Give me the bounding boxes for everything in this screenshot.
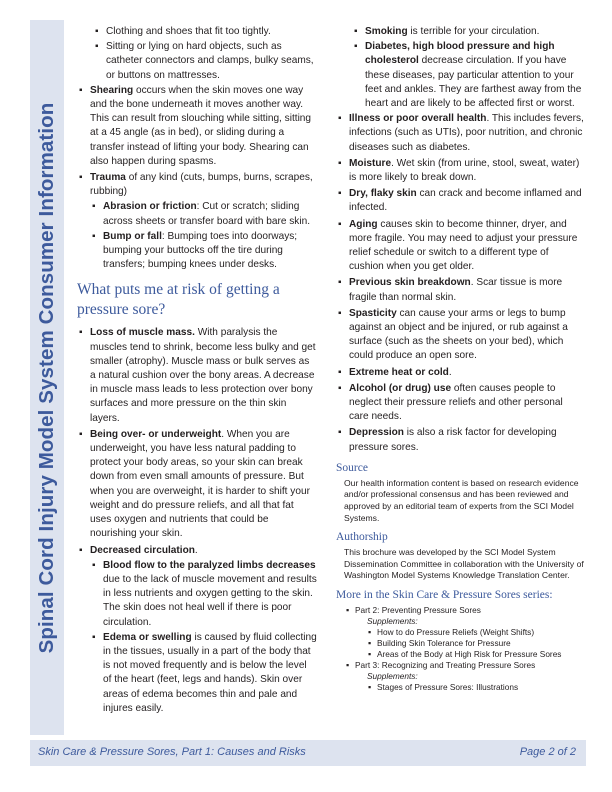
term: Extreme heat or cold bbox=[349, 366, 449, 378]
list-item: ▪ Areas of the Body at High Risk for Pressure Sores bbox=[367, 649, 584, 660]
term: Bump or fall bbox=[103, 230, 162, 242]
footer-title: Skin Care & Pressure Sores, Part 1: Causes and Risks bbox=[38, 746, 306, 758]
trauma-sublist bbox=[90, 200, 317, 272]
part-title: Part 3: Recognizing and Treating Pressure Sores bbox=[355, 660, 536, 671]
series-part-3 bbox=[344, 660, 584, 693]
list-item bbox=[336, 276, 584, 304]
term: Illness or poor overall health bbox=[349, 113, 487, 125]
term: Aging bbox=[349, 218, 378, 230]
list-item bbox=[336, 307, 584, 364]
list-item bbox=[336, 157, 584, 185]
term: Depression bbox=[349, 427, 404, 439]
desc: : Cut or scratch; sliding across sheets or transfer board with bare skin. bbox=[103, 201, 311, 227]
risk-list bbox=[77, 326, 317, 715]
list-item bbox=[77, 428, 317, 542]
desc: . Scar tissue is more fragile than normal skin. bbox=[349, 277, 563, 303]
circulation-sublist bbox=[90, 559, 317, 716]
continued-list bbox=[77, 25, 317, 83]
list-item bbox=[336, 366, 584, 380]
risk-heading: What puts me at risk of getting a pressure sore? bbox=[77, 281, 280, 319]
desc: . When you are underweight, you have less natural padding to protect your body areas, so your skin can break down from even small amounts of pressure. But when you are overweight, it is harder to shift your weight and do pressure reliefs, and all that fat uses oxygen and nutrients that could be nourishing your skin. bbox=[90, 428, 310, 540]
term: Dry, flaky skin bbox=[349, 188, 417, 200]
desc: of any kind (cuts, bumps, burns, scrapes, rubbing) bbox=[90, 172, 313, 198]
list-item bbox=[90, 200, 317, 228]
desc: often causes people to neglect their pressure reliefs and other personal care needs. bbox=[349, 382, 563, 423]
desc: With paralysis the muscles tend to shrink, become less bulky and get smaller (atrophy). Muscle mass or bulk serves as a natural cushion over the bony areas. A decrease in muscle mass leads to less protection over bony surfaces and more pressure on the thin skin layers. bbox=[90, 327, 316, 424]
supplements-list bbox=[355, 682, 584, 693]
right-column bbox=[336, 24, 584, 693]
list-item: ▪ How to do Pressure Reliefs (Weight Shifts) bbox=[367, 627, 584, 638]
desc: . bbox=[194, 544, 198, 556]
source-heading: Source bbox=[336, 461, 368, 474]
authorship-heading: Authorship bbox=[336, 531, 388, 544]
term: Abrasion or friction bbox=[103, 201, 197, 213]
list-item bbox=[336, 426, 584, 454]
left-column bbox=[77, 24, 317, 718]
term: Loss of muscle mass. bbox=[90, 327, 195, 339]
series-parts bbox=[344, 605, 584, 693]
desc: . This includes fevers, infections (such as UTIs), poor nutrition, and chronic diseases such as diabetes. bbox=[349, 113, 584, 153]
list-item bbox=[90, 631, 317, 716]
desc: : Bumping toes into doorways; bumping your buttocks off the tire during transfers; bumping knees under desks. bbox=[103, 230, 298, 271]
list-item bbox=[352, 40, 584, 111]
desc: can cause your arms or legs to bump against an object and be injured, or rub against a surface (such as the sheets on your bed), which could produce an open sore. bbox=[349, 307, 568, 362]
term: Spasticity bbox=[349, 307, 397, 319]
desc: occurs when the skin moves one way and the bone underneath it moves another way. This can result from slouching while sitting, sitting at a 45 angle (as in bed), or sliding during a transfer instead of lifting your body. Shearing can also happen during spasms. bbox=[90, 84, 312, 167]
list-item bbox=[90, 230, 317, 273]
authorship-text: This brochure was developed by the SCI Model System Dissemination Committee in collaboration with the University of Washington Model Systems Knowledge Translation Center. bbox=[344, 547, 584, 581]
desc: . Wet skin (from urine, stool, sweat, water) is more likely to break down. bbox=[349, 157, 580, 184]
term: Alcohol (or drug) use bbox=[349, 382, 452, 394]
term: Decreased circulation bbox=[90, 544, 195, 556]
desc: is terrible for your circulation. bbox=[407, 26, 540, 37]
series-part-2 bbox=[344, 605, 584, 660]
list-item-shearing bbox=[77, 84, 317, 169]
list-item: ▪ Clothing and shoes that fit too tightly. bbox=[93, 25, 317, 39]
term: Being over- or underweight bbox=[90, 428, 222, 440]
list-item: ▪ Stages of Pressure Sores: Illustrations bbox=[367, 682, 584, 693]
desc: due to the lack of muscle movement and results in less nutrients and oxygen getting to the skin. The skin does not heal well if there is poor circulation. bbox=[103, 573, 317, 628]
list-item bbox=[90, 559, 317, 630]
desc: decrease circulation. If you have these diseases, pay particular attention to your feet and ankles. They are farthest away from the heart and are likely to be affected first or worst. bbox=[365, 55, 582, 110]
term: Moisture bbox=[349, 157, 392, 169]
sidebar-title: Spinal Cord Injury Model System Consumer Information bbox=[35, 102, 58, 654]
series-heading: More in the Skin Care & Pressure Sores series: bbox=[336, 589, 553, 602]
series-list bbox=[336, 605, 584, 693]
list-item: ▪ Building Skin Tolerance for Pressure bbox=[367, 638, 584, 649]
term: Shearing bbox=[90, 84, 134, 96]
desc: is caused by fluid collecting in the tissues, usually in a part of the body that is not moved frequently and is below the level of the heart (feet, legs and hands). Skin over areas of edema becomes thin and pale and injures easily. bbox=[103, 631, 317, 714]
footer-bar bbox=[30, 740, 586, 766]
list-item bbox=[336, 112, 584, 155]
causes-list bbox=[77, 84, 317, 273]
term: Edema or swelling bbox=[103, 631, 192, 643]
source-text: Our health information content is based on research evidence and/or professional consensus and has been reviewed and approved by an editorial team of experts from the SCI Model Systems. bbox=[344, 477, 579, 523]
list-item bbox=[352, 25, 584, 39]
list-item-trauma bbox=[77, 171, 317, 272]
term: Blood flow to the paralyzed limbs decreases bbox=[103, 559, 316, 571]
circulation-continued bbox=[336, 25, 584, 111]
supplements-label: Supplements: bbox=[367, 616, 418, 627]
risk-list-continued bbox=[336, 112, 584, 455]
supplements-label: Supplements: bbox=[367, 671, 418, 682]
list-item: ▪ Sitting or lying on hard objects, such as catheter connectors and clamps, bulky seams, or buttons on mattresses. bbox=[93, 40, 317, 83]
desc: causes skin to become thinner, dryer, and more fragile. You may need to adjust your pressure relief schedule or switch to a different type of cushion when you get older. bbox=[349, 218, 578, 273]
desc: can crack and become inflamed and infected. bbox=[349, 188, 582, 214]
list-item bbox=[77, 544, 317, 716]
list-item bbox=[336, 187, 584, 215]
list-item bbox=[77, 326, 317, 425]
term: Diabetes, high blood pressure and high cholesterol bbox=[365, 41, 555, 67]
desc: . bbox=[448, 366, 452, 378]
part-title: Part 2: Preventing Pressure Sores bbox=[355, 605, 481, 616]
list-item bbox=[336, 382, 584, 425]
list-item bbox=[336, 218, 584, 275]
page-number: Page 2 of 2 bbox=[519, 746, 576, 758]
desc: is also a risk factor for developing pressure sores. bbox=[349, 427, 557, 453]
supplements-list bbox=[355, 627, 584, 660]
term: Previous skin breakdown bbox=[349, 277, 471, 289]
term: Trauma bbox=[90, 172, 126, 184]
term: Smoking bbox=[365, 26, 408, 37]
